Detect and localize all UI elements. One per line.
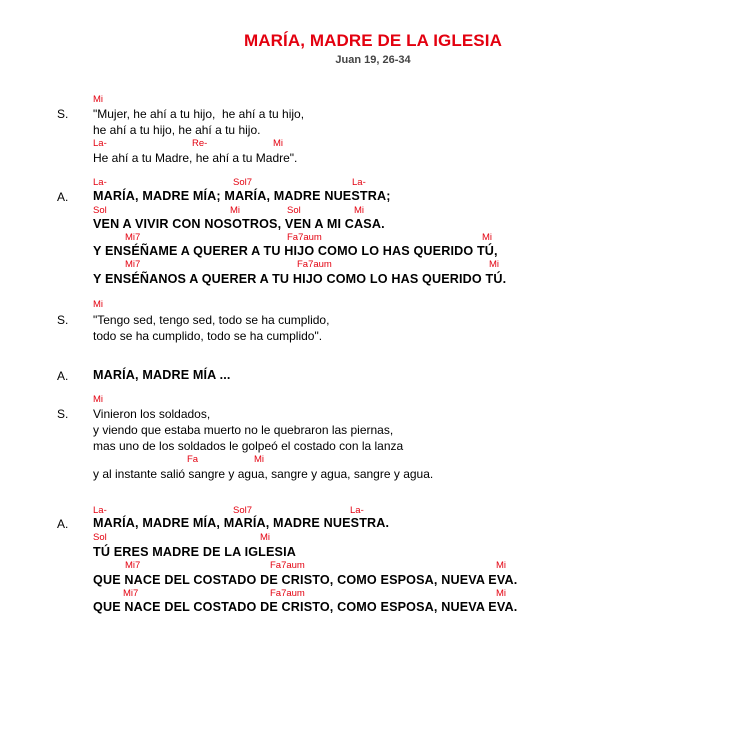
scripture-reference: Juan 19, 26-34 [335,54,411,66]
lyric-line: Vinieron los soldados, [93,407,211,421]
role-label: A. [57,517,69,531]
chord: Mi [93,394,104,405]
chord-line [93,532,693,544]
lyric-line: TÚ ERES MADRE DE LA IGLESIA [93,545,296,559]
chord-line [93,394,693,406]
role-label: A. [57,190,69,204]
chord: Mi7 [123,588,139,599]
chord: La- [93,505,107,516]
lyric-line: Y ENSÉÑAME A QUERER A TU HIJO COMO LO HAS QUERIDO TÚ, [93,244,498,258]
chord: Sol7 [233,177,253,188]
chord-line [93,259,693,271]
lyric-line: y viendo que estaba muerto no le quebraron las piernas, [93,423,394,437]
chord: Sol [93,532,107,543]
lyric-line: QUE NACE DEL COSTADO DE CRISTO, COMO ESPOSA, NUEVA EVA. [93,573,518,587]
chord: La- [350,505,364,516]
chord: Mi [496,560,507,571]
lyric-line: todo se ha cumplido, todo se ha cumplido". [93,329,323,343]
lyric-line: MARÍA, MADRE MÍA; MARÍA, MADRE NUESTRA; [93,189,391,203]
chord: La- [352,177,366,188]
chord-line [93,205,693,217]
lyric-line: y al instante salió sangre y agua, sangre y agua, sangre y agua. [93,467,434,481]
role-label: S. [57,313,69,327]
role-label: A. [57,369,69,383]
chord: Fa7aum [297,259,332,270]
chord: Fa [187,454,199,465]
chord: Mi7 [125,560,141,571]
chord: Mi [273,138,284,149]
lyric-line: VEN A VIVIR CON NOSOTROS, VEN A MI CASA. [93,217,385,231]
chord: Fa7aum [287,232,322,243]
chord-line [93,588,693,600]
lyric-line: QUE NACE DEL COSTADO DE CRISTO, COMO ESPOSA, NUEVA EVA. [93,600,518,614]
chord: Mi [482,232,493,243]
chord: Sol7 [233,505,253,516]
lyric-line: mas uno de los soldados le golpeó el costado con la lanza [93,439,404,453]
chord: Mi [93,94,104,105]
chord-line [93,177,693,189]
chord: Re- [192,138,208,149]
chord-line [93,94,693,106]
lyric-line: he ahí a tu hijo, he ahí a tu hijo. [93,123,261,137]
chord: Fa7aum [270,560,305,571]
chord: Sol [93,205,107,216]
chord-line [93,560,693,572]
chord: La- [93,138,107,149]
chord: Sol [287,205,301,216]
song-title: MARÍA, MADRE DE LA IGLESIA [244,31,502,50]
chord-line [93,232,693,244]
lyric-line: Y ENSÉÑANOS A QUERER A TU HIJO COMO LO HAS QUERIDO TÚ. [93,272,507,286]
lyric-line: "Tengo sed, tengo sed, todo se ha cumplido, [93,313,330,327]
lyric-line: MARÍA, MADRE MÍA, MARÍA, MADRE NUESTRA. [93,516,390,530]
chord: La- [93,177,107,188]
chord: Mi7 [125,259,141,270]
lyric-line: MARÍA, MADRE MÍA ... [93,368,231,382]
chord: Mi [489,259,500,270]
chord: Mi [254,454,265,465]
chord: Mi [230,205,241,216]
chord: Mi [496,588,507,599]
role-label: S. [57,107,69,121]
chord: Mi [260,532,271,543]
chord: Mi [354,205,365,216]
chord-line [93,138,693,150]
lyric-line: He ahí a tu Madre, he ahí a tu Madre". [93,151,298,165]
lyric-line: "Mujer, he ahí a tu hijo, he ahí a tu hijo, [93,107,305,121]
role-label: S. [57,407,69,421]
chord-line [93,454,693,466]
chord: Mi7 [125,232,141,243]
chord: Fa7aum [270,588,305,599]
chord: Mi [93,299,104,310]
chord-line [93,299,693,311]
